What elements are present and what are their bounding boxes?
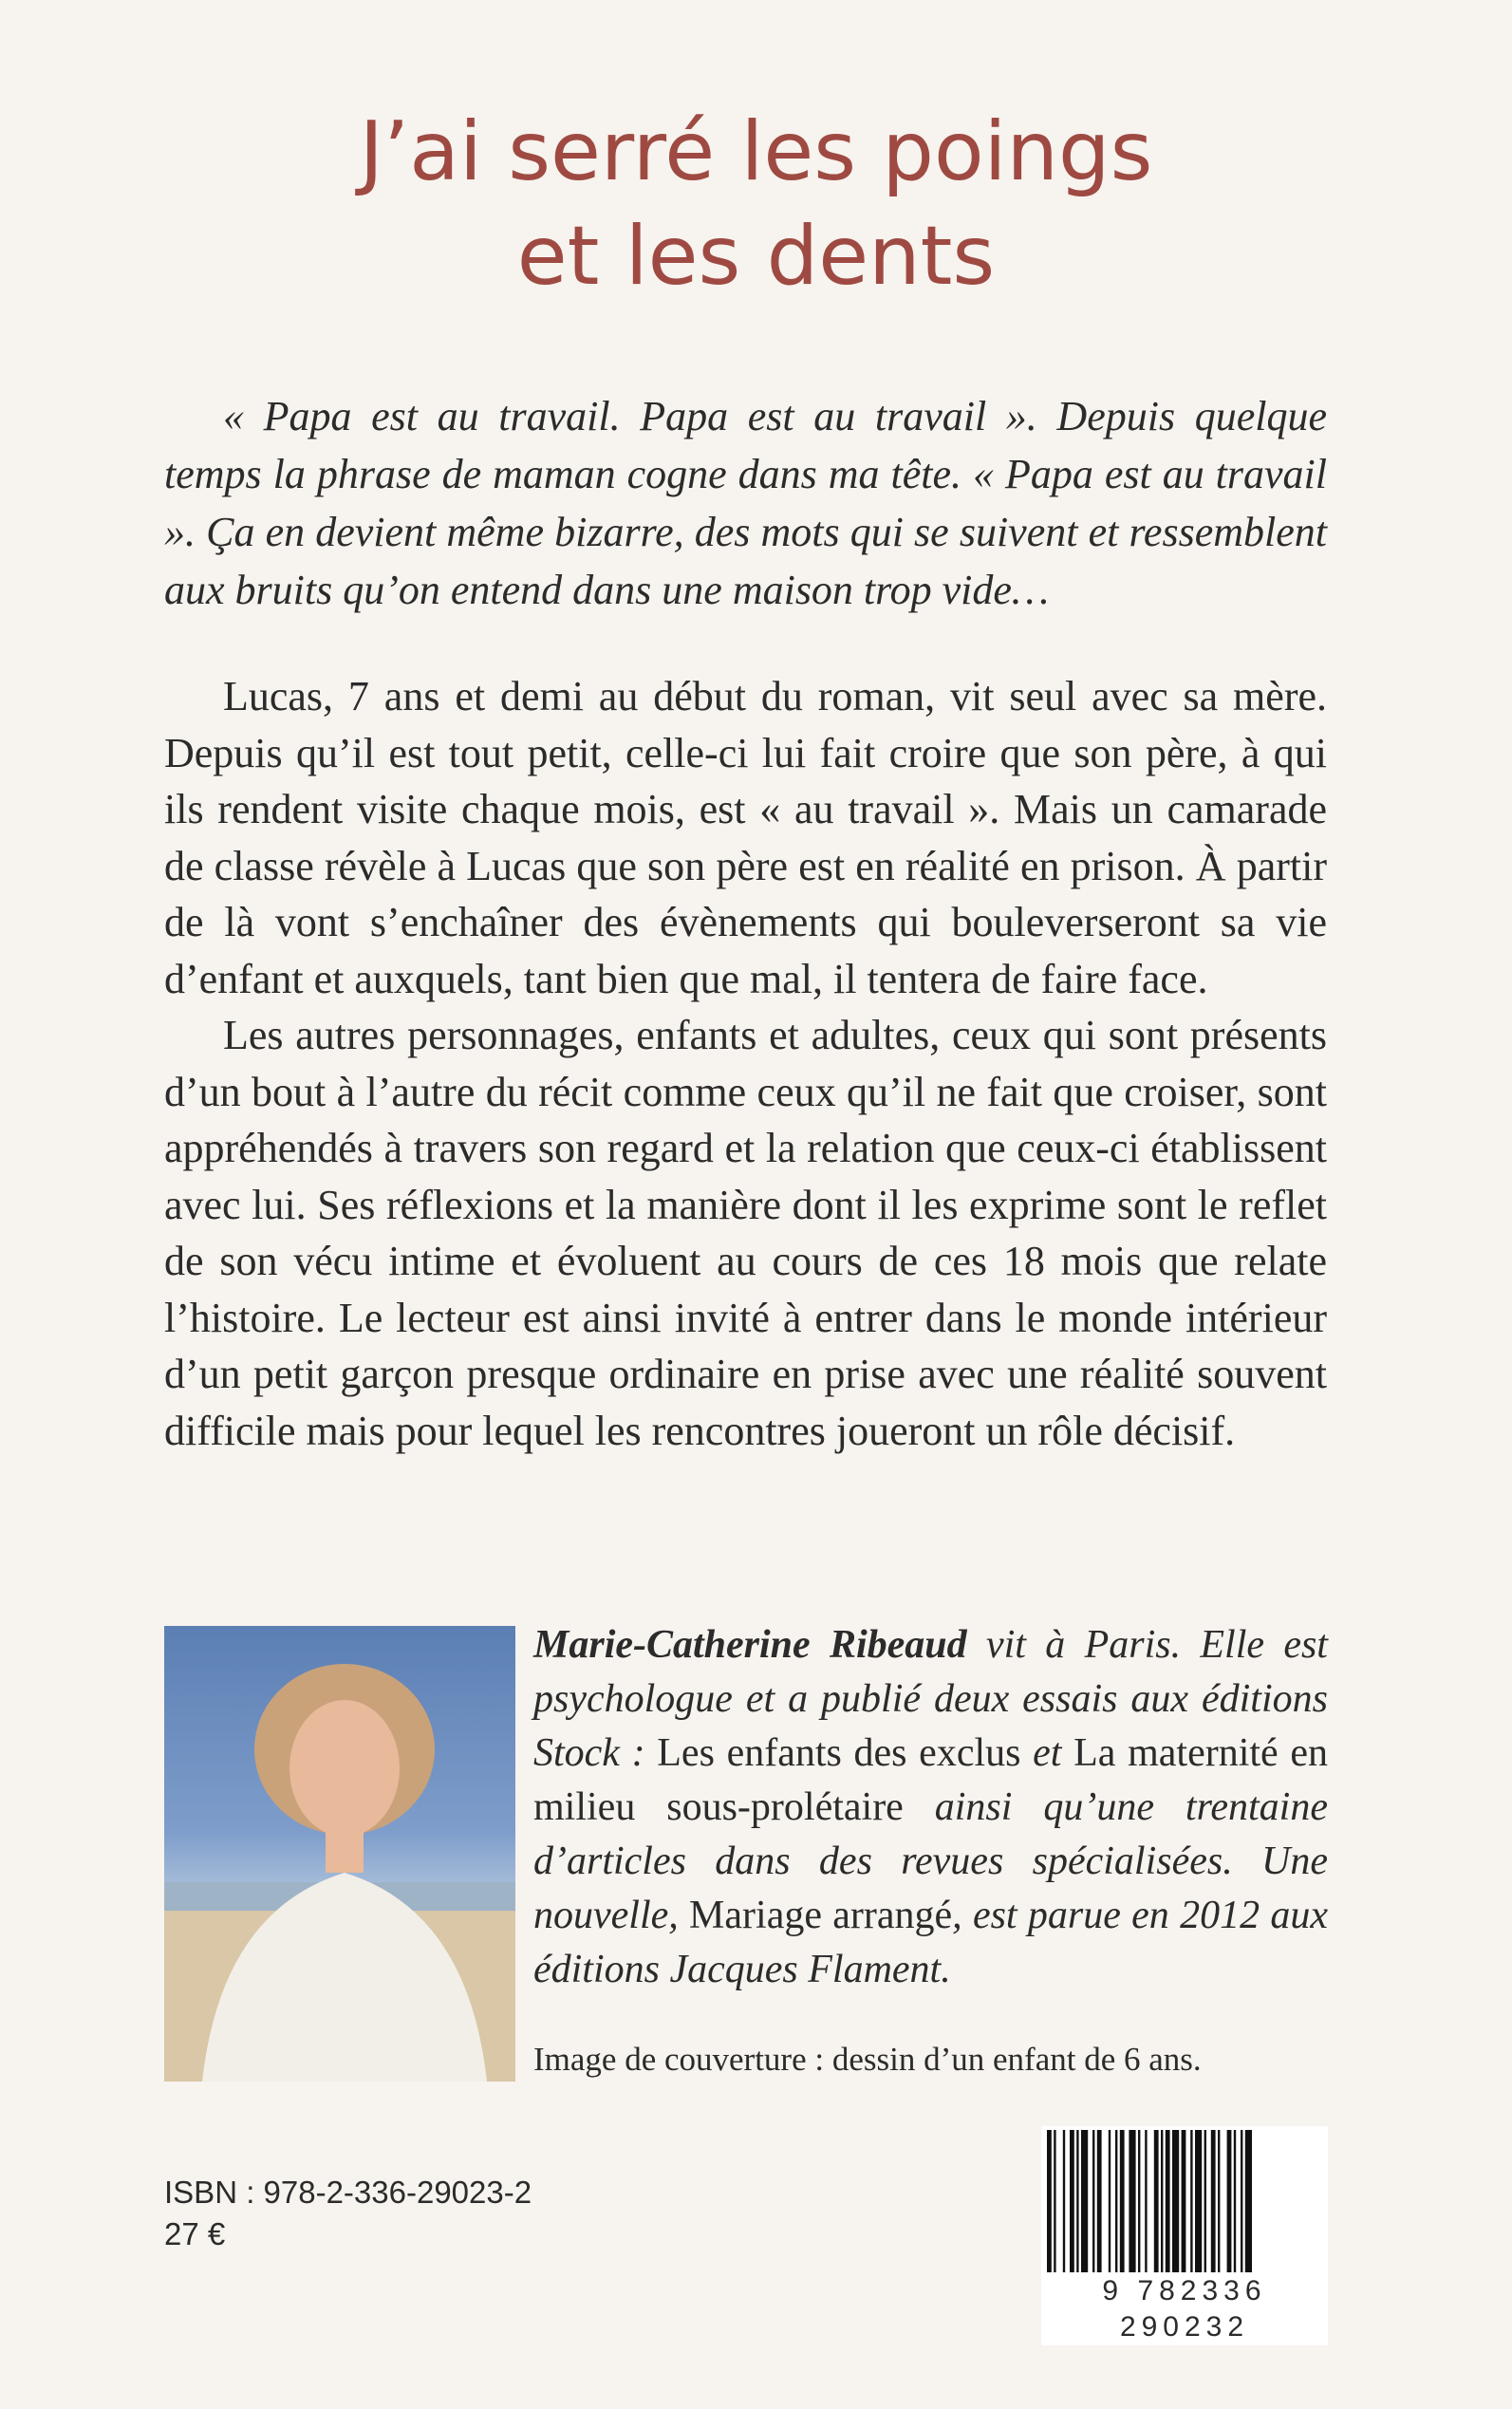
book-title-2: La maternité en milieu sous-prolétaire bbox=[533, 1731, 1328, 1829]
title-line-1: J’ai serré les poings bbox=[359, 104, 1153, 199]
book-title bbox=[0, 100, 1512, 308]
cover-credit: Image de couverture : dessin d’un enfant de 6 ans. bbox=[533, 2041, 1202, 2078]
summary-paragraph-1: Lucas, 7 ans et demi au début du roman, vit seul avec sa mère. Depuis qu’il est tout petit, celle-ci lui fait croire que son père, à qui ils rendent visite chaque mois, est « au travail ». Mais un camarade de classe révèle à Lucas que son père est en réalité en prison. À partir de là vont s’enchaîner des évènements qui bouleverseront sa vie d’enfant et auxquels, tant bien que mal, il tentera de faire face. bbox=[164, 673, 1327, 1002]
book-summary bbox=[164, 668, 1327, 1459]
author-photo bbox=[164, 1626, 515, 2082]
author-name: Marie-Catherine Ribeaud bbox=[533, 1623, 967, 1667]
barcode-bars bbox=[1041, 2126, 1328, 2278]
isbn-block bbox=[164, 2172, 532, 2255]
isbn: ISBN : 978-2-336-29023-2 bbox=[164, 2175, 532, 2210]
author-bio: Marie-Catherine Ribeaud vit à Paris. Elle est psychologue et a publié deux essais aux éditions Stock : Les enfants des exclus et La maternité en milieu sous-prolétaire ainsi qu’une trentaine d’articles dans des revues spécialisées. Une nouvelle, Mariage arrangé, est parue en 2012 aux éditions Jacques Flament. bbox=[533, 1623, 1328, 1991]
book-title-1: Les enfants des exclus bbox=[657, 1731, 1021, 1775]
book-title-3: Mariage arrangé bbox=[689, 1894, 953, 1937]
summary-paragraph-2: Les autres personnages, enfants et adultes, ceux qui sont présents d’un bout à l’autre du récit comme ceux qu’il ne fait que croiser, sont appréhendés à travers son regard et la relation que ceux-ci établissent avec lui. Ses réflexions et la manière dont il les exprime sont le reflet de son vécu intime et évoluent au cours de ces 18 mois que relate l’histoire. Le lecteur est ainsi invité à entrer dans le monde intérieur d’un petit garçon presque ordinaire en prise avec une réalité souvent difficile mais pour lequel les rencontres joueront un rôle décisif. bbox=[164, 1012, 1327, 1454]
excerpt-quote: « Papa est au travail. Papa est au travail ». Depuis quelque temps la phrase de maman cogne dans ma tête. « Papa est au travail ». Ça en devient même bizarre, des mots qui se suivent et ressemblent aux bruits qu’on entend dans une maison trop vide… bbox=[164, 393, 1327, 613]
price: 27 € bbox=[164, 2216, 226, 2251]
barcode-digits: 9 782336 290232 bbox=[1041, 2273, 1328, 2345]
title-line-2: et les dents bbox=[516, 209, 996, 304]
